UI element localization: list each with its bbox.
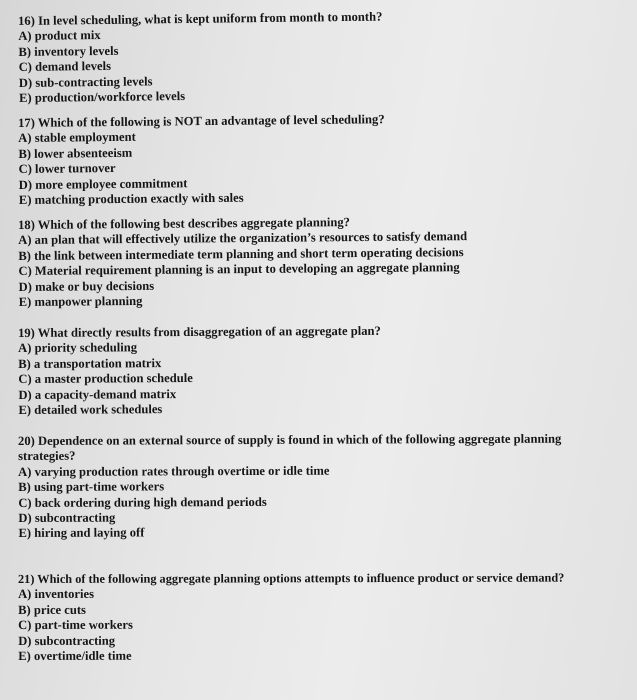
option-a: A) inventories [18,587,94,602]
option-a: A) stable employment [18,130,136,146]
option-c: C) back ordering during high demand periods [18,494,267,510]
option-e: E) production/workforce levels [18,88,186,106]
option-c: C) a master production schedule [18,371,193,387]
option-e: E) manpower planning [18,293,143,310]
option-d: D) subcontracting [18,510,116,526]
question-stem: 18) Which of the following best describes aggregate planning? [18,215,351,232]
option-c: C) Material requirement planning is an input to developing an aggregate planning [18,260,460,279]
question-stem: 16) In level scheduling, what is kept uniform from month to month? [18,9,383,28]
option-a: A) varying production rates through overtime or idle time [18,463,330,479]
option-e: E) hiring and laying off [18,525,145,541]
option-a: A) an plan that will effectively utilize the organization’s resources to satisfy demand [18,229,468,248]
option-e: E) overtime/idle time [18,648,132,664]
question-20 [18,431,630,542]
question-stem: 20) Dependence on an external source of supply is found in which of the following aggregate planning strategies? [18,431,562,464]
option-d: D) more employee commitment [18,175,188,192]
option-d: D) make or buy decisions [18,278,155,294]
question-21 [18,570,633,664]
question-stem: 19) What directly results from disaggregation of an aggregate plan? [18,323,381,340]
option-a: A) product mix [18,28,101,44]
question-18 [18,213,631,311]
option-d: D) a capacity-demand matrix [18,386,177,402]
question-17 [18,110,631,209]
option-d: D) sub-contracting levels [18,73,153,90]
question-19 [18,322,631,418]
question-stem: 21) Which of the following aggregate planning options attempts to influence product or service demand? [18,570,565,586]
option-e: E) detailed work schedules [18,402,163,418]
option-c: C) part-time workers [18,617,133,633]
option-b: B) the link between intermediate term planning and short term operating decisions [18,244,464,263]
option-b: B) inventory levels [18,43,119,59]
option-a: A) priority scheduling [18,340,138,356]
option-b: B) a transportation matrix [18,355,162,371]
question-stem: 17) Which of the following is NOT an advantage of level scheduling? [18,112,385,130]
option-d: D) subcontracting [18,633,116,648]
option-b: B) using part-time workers [18,479,165,495]
option-c: C) lower turnover [18,161,116,177]
option-c: C) demand levels [18,59,112,75]
option-b: B) lower absenteeism [18,145,133,161]
option-e: E) matching production exactly with sales [18,190,244,208]
question-16 [18,7,631,107]
option-b: B) price cuts [18,602,86,617]
